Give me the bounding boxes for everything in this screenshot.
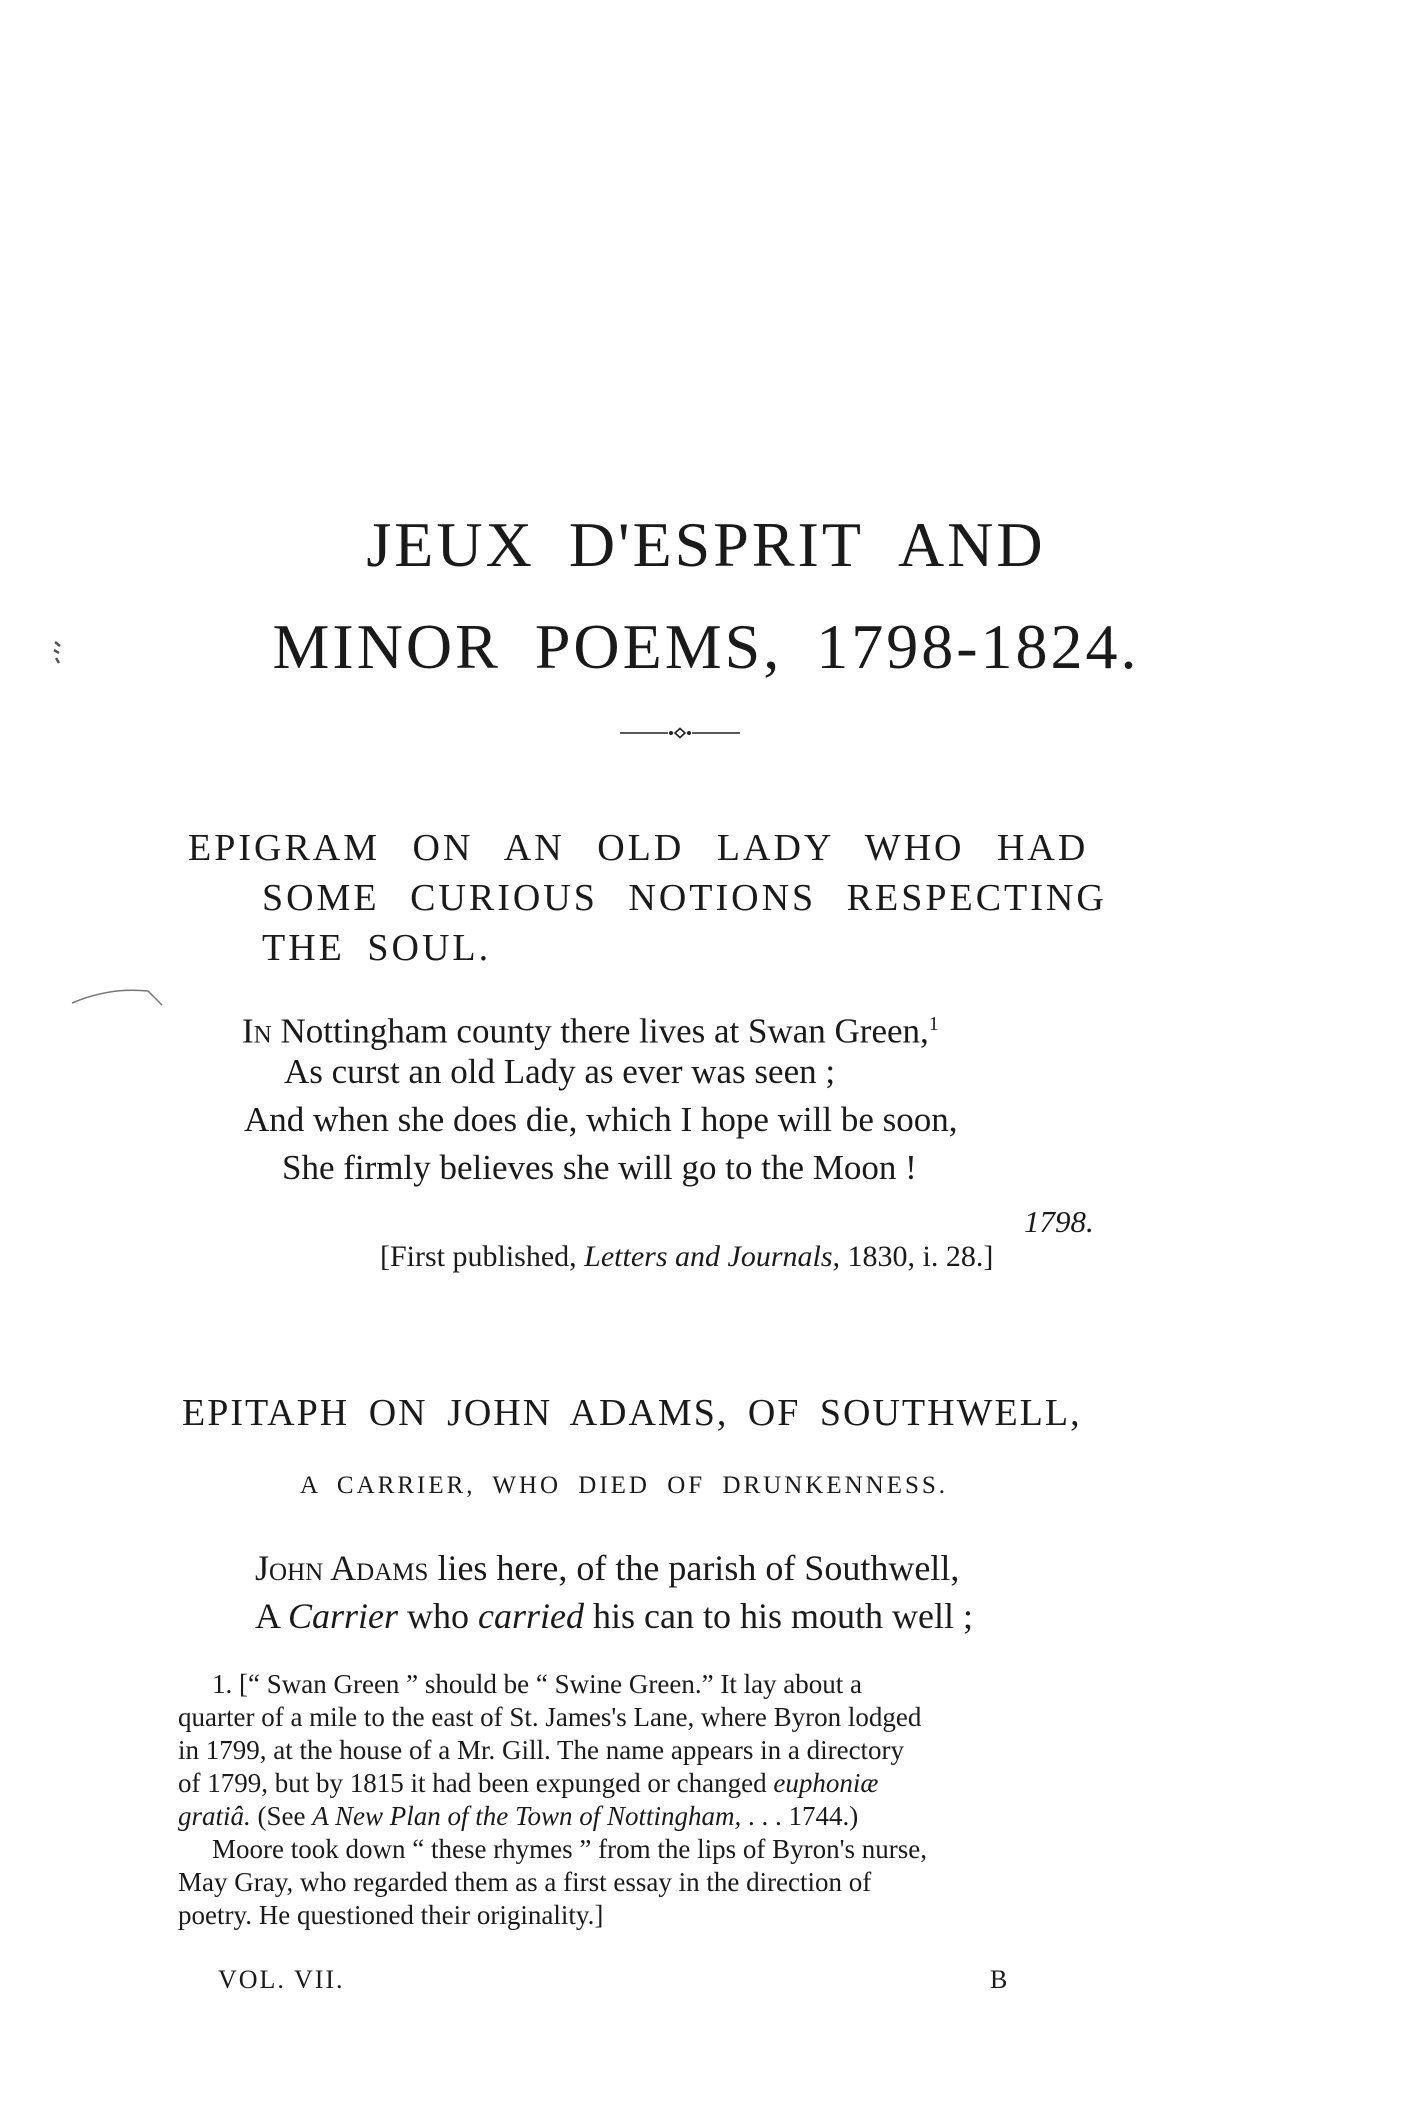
epigram-heading-line1: EPIGRAM ON AN OLD LADY WHO HAD bbox=[188, 827, 1089, 869]
epigram-heading-line3: THE SOUL. bbox=[262, 927, 492, 969]
epigram-verse-3: And when she does die, which I hope will be soon, bbox=[244, 1100, 958, 1139]
verse-italic: Carrier bbox=[288, 1596, 399, 1636]
page-title-line2 bbox=[0, 610, 1412, 684]
pub-title: Letters and Journals, bbox=[584, 1240, 841, 1273]
footnote-italic: euphoniæ bbox=[773, 1768, 879, 1798]
epitaph-heading: EPITAPH ON JOHN ADAMS, OF SOUTHWELL, bbox=[182, 1392, 1082, 1434]
footnote-line: 1. [“ Swan Green ” should be “ Swine Green.” It lay about a bbox=[212, 1669, 863, 1699]
volume-signature: VOL. VII. bbox=[218, 1965, 345, 1994]
footnote-line: poetry. He questioned their originality.] bbox=[178, 1900, 604, 1930]
title-word: JEUX bbox=[366, 509, 535, 580]
verse-text: A bbox=[255, 1596, 289, 1636]
footnote-text: . . . 1744.) bbox=[741, 1801, 859, 1831]
title-word: D'ESPRIT bbox=[568, 509, 864, 580]
verse-text: lies here, of the parish of Southwell, bbox=[428, 1548, 960, 1588]
footnote-text: (See bbox=[250, 1801, 313, 1831]
epigram-verse-2: As curst an old Lady as ever was seen ; bbox=[284, 1052, 836, 1091]
pub-text: [First published, bbox=[380, 1240, 585, 1273]
title-word: AND bbox=[897, 509, 1046, 580]
verse-initial: In bbox=[242, 1011, 272, 1051]
epigram-date: 1798. bbox=[1024, 1204, 1094, 1239]
verse-text: Nottingham county there lives at Swan Green, bbox=[271, 1011, 929, 1051]
footnote bbox=[178, 1668, 1133, 1932]
epigram-verse-4: She firmly believes she will go to the Moon ! bbox=[282, 1148, 917, 1187]
epitaph-subheading: A CARRIER, WHO DIED OF DRUNKENNESS. bbox=[300, 1472, 949, 1499]
footnote-line: May Gray, who regarded them as a first essay in the direction of bbox=[178, 1867, 872, 1897]
title-word: POEMS, bbox=[534, 611, 783, 682]
footnote-italic: A New Plan of the Town of Nottingham, bbox=[312, 1801, 742, 1831]
verse-name: John Adams bbox=[255, 1548, 429, 1588]
footnote-line: Moore took down “ these rhymes ” from the lips of Byron's nurse, bbox=[212, 1834, 927, 1864]
footnote-line bbox=[178, 1767, 1133, 1800]
epitaph-verse-1 bbox=[255, 1544, 959, 1592]
margin-line bbox=[70, 985, 170, 1015]
title-word: MINOR bbox=[272, 611, 501, 682]
epitaph-verse-2 bbox=[255, 1592, 973, 1640]
footnote-line bbox=[178, 1800, 1133, 1833]
pub-text: 1830, i. 28.] bbox=[840, 1240, 994, 1273]
footnote-mark: 1 bbox=[928, 1013, 939, 1035]
title-word: 1798-1824. bbox=[816, 611, 1140, 682]
footnote-line: in 1799, at the house of a Mr. Gill. The name appears in a directory bbox=[178, 1735, 905, 1765]
page-title-line1 bbox=[0, 508, 1412, 582]
signature-letter: B bbox=[990, 1965, 1008, 1994]
epigram-heading-line2: SOME CURIOUS NOTIONS RESPECTING bbox=[262, 877, 1107, 919]
footnote-text: of 1799, but by 1815 it had been expunged or changed bbox=[178, 1768, 774, 1798]
epigram-publication-note bbox=[380, 1240, 993, 1274]
verse-italic: carried bbox=[478, 1596, 585, 1636]
verse-text: his can to his mouth well ; bbox=[584, 1596, 973, 1636]
footnote-line: quarter of a mile to the east of St. James's Lane, where Byron lodged bbox=[178, 1702, 922, 1732]
ornament-divider bbox=[620, 727, 740, 739]
verse-text: who bbox=[398, 1596, 479, 1636]
footnote-italic: gratiâ. bbox=[178, 1801, 251, 1831]
